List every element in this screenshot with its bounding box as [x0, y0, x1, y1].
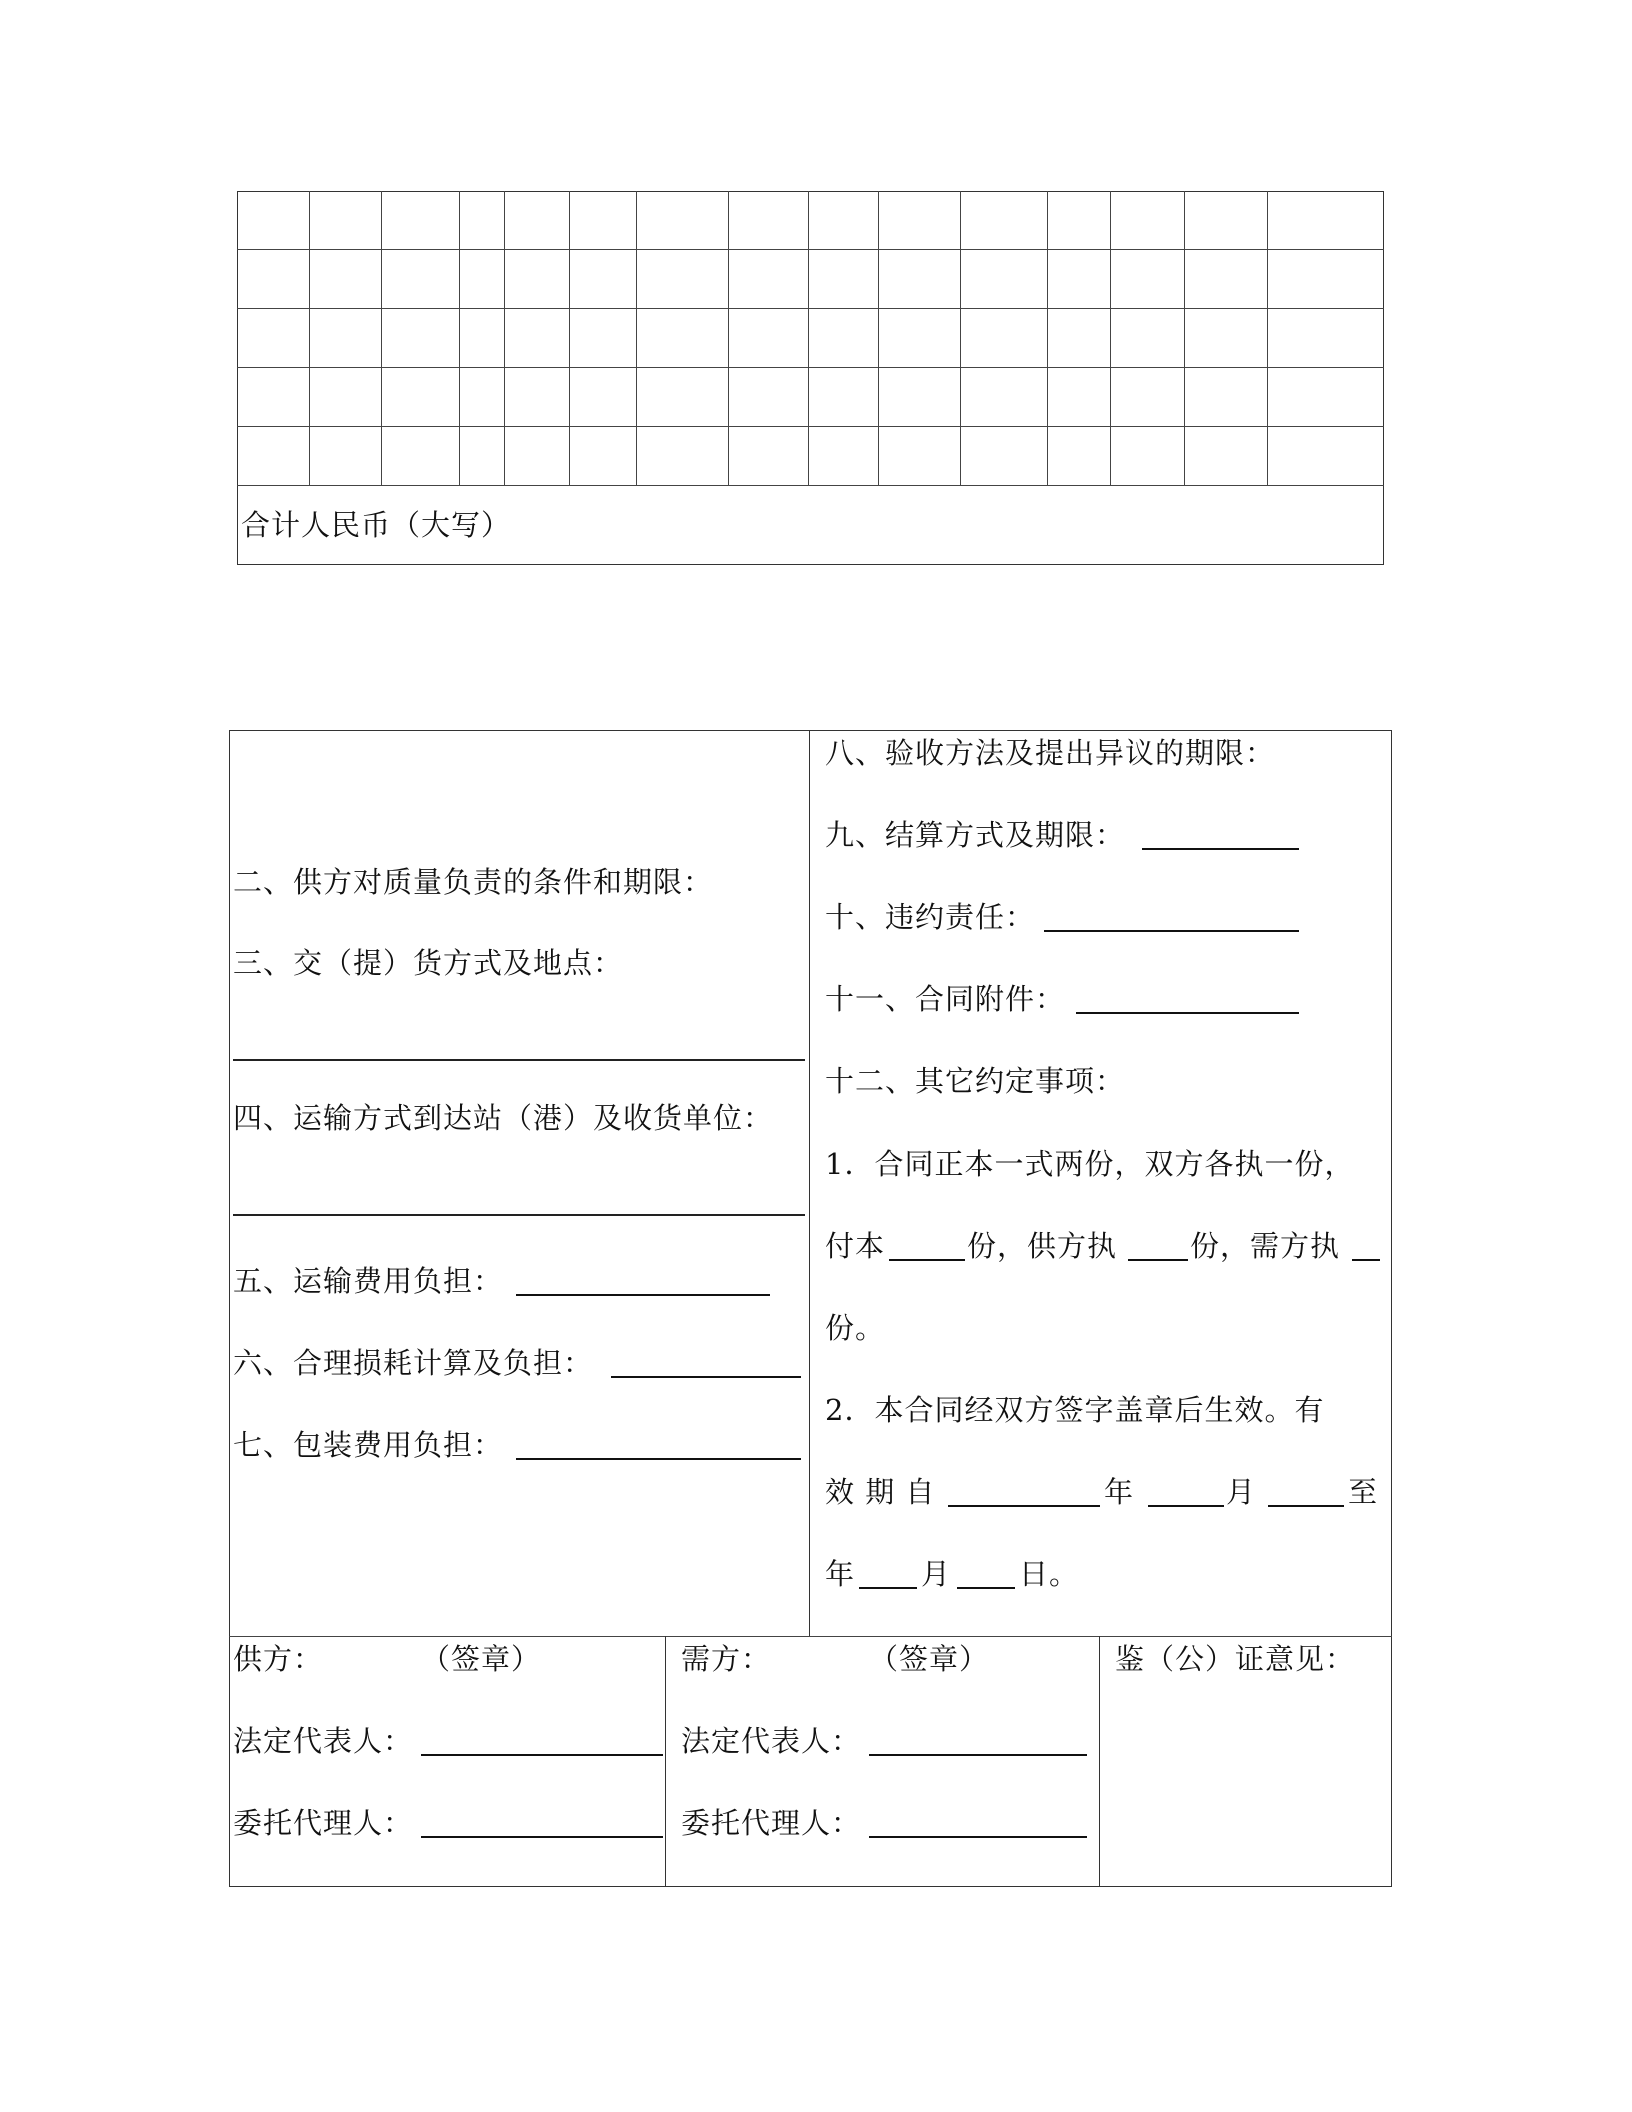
buyer-seal-label: （签章）	[869, 1642, 990, 1676]
table-col-line	[728, 191, 729, 485]
supplier-legal-rep-label: 法定代表人：	[233, 1724, 414, 1758]
fill-line-copies	[889, 1259, 965, 1261]
fill-line-item-5	[516, 1294, 770, 1296]
signature-separator	[229, 1636, 1392, 1637]
term-item-7: 七、包装费用负担：	[233, 1428, 504, 1462]
terms-border	[229, 730, 1392, 1887]
term-item-8: 八、验收方法及提出异议的期限：	[825, 736, 1276, 770]
clause-2-valid-from-label: 效 期 自	[825, 1475, 936, 1509]
table-col-line	[1267, 191, 1268, 485]
fill-line-item-6	[611, 1376, 801, 1378]
clause-1-line-3: 份。	[825, 1311, 886, 1345]
fill-line-start-month	[1148, 1505, 1224, 1507]
fill-line-item-4	[233, 1214, 805, 1216]
fill-line-item-3	[233, 1059, 805, 1061]
table-col-line	[1047, 191, 1048, 485]
fill-line-item-10	[1044, 930, 1299, 932]
table-col-line	[636, 191, 637, 485]
table-col-line	[381, 191, 382, 485]
clause-1-line-1: 1．合同正本一式两份，双方各执一份，	[825, 1147, 1355, 1181]
clause-2-end-day-label: 日。	[1019, 1557, 1080, 1591]
term-item-3: 三、交（提）货方式及地点：	[233, 946, 624, 980]
clause-2-month-label: 月	[1226, 1475, 1257, 1509]
table-col-line	[960, 191, 961, 485]
term-item-10: 十、违约责任：	[825, 900, 1036, 934]
signature-divider-2	[1099, 1636, 1100, 1887]
clause-1-supplier-copies-label: 份，供方执	[967, 1229, 1118, 1263]
table-row-line	[237, 426, 1384, 427]
table-col-line	[569, 191, 570, 485]
table-col-line	[504, 191, 505, 485]
supplier-seal-label: （签章）	[421, 1642, 542, 1676]
term-item-11: 十一、合同附件：	[825, 982, 1066, 1016]
supplier-agent-label: 委托代理人：	[233, 1806, 414, 1840]
table-row-line	[237, 249, 1384, 250]
fill-line-start-year	[948, 1505, 1100, 1507]
fill-line-supplier-copies	[1128, 1259, 1188, 1261]
fill-line-buyer-copies	[1352, 1259, 1380, 1261]
terms-divider	[809, 730, 810, 1636]
fill-line-supplier-legal-rep	[421, 1754, 663, 1756]
fill-line-start-day	[1268, 1505, 1344, 1507]
clause-2-to-label: 至	[1348, 1475, 1379, 1509]
fill-line-item-7	[516, 1458, 801, 1460]
total-rmb-label: 合计人民币（大写）	[241, 508, 512, 542]
term-item-9: 九、结算方式及期限：	[825, 818, 1126, 852]
fill-line-end-day	[957, 1587, 1015, 1589]
buyer-agent-label: 委托代理人：	[681, 1806, 862, 1840]
table-col-line	[1184, 191, 1185, 485]
fill-line-supplier-agent	[421, 1836, 663, 1838]
buyer-label: 需方：	[681, 1642, 772, 1676]
notary-opinion-label: 鉴（公）证意见：	[1115, 1642, 1356, 1676]
fill-line-item-9	[1142, 848, 1299, 850]
term-item-2: 二、供方对质量负责的条件和期限：	[233, 865, 714, 899]
term-item-4: 四、运输方式到达站（港）及收货单位：	[233, 1101, 774, 1135]
clause-2-end-year-label: 年	[825, 1557, 856, 1591]
clause-2-line-1: 2．本合同经双方签字盖章后生效。有	[825, 1393, 1325, 1427]
term-item-12: 十二、其它约定事项：	[825, 1064, 1126, 1098]
clause-2-end-month-label: 月	[921, 1557, 952, 1591]
table-col-line	[808, 191, 809, 485]
supplier-label: 供方：	[233, 1642, 324, 1676]
fill-line-buyer-agent	[869, 1836, 1087, 1838]
clause-2-year-label: 年	[1104, 1475, 1135, 1509]
table-col-line	[1110, 191, 1111, 485]
clause-1-copies-label: 付本	[825, 1229, 886, 1263]
fill-line-item-11	[1076, 1012, 1299, 1014]
term-item-5: 五、运输费用负担：	[233, 1264, 504, 1298]
table-row-line	[237, 367, 1384, 368]
buyer-legal-rep-label: 法定代表人：	[681, 1724, 862, 1758]
table-col-line	[459, 191, 460, 485]
fill-line-end-month	[859, 1587, 917, 1589]
table-row-line	[237, 308, 1384, 309]
signature-divider-1	[665, 1636, 666, 1887]
table-row-line	[237, 485, 1384, 486]
fill-line-buyer-legal-rep	[869, 1754, 1087, 1756]
clause-1-buyer-copies-label: 份，需方执	[1190, 1229, 1341, 1263]
table-col-line	[309, 191, 310, 485]
table-col-line	[878, 191, 879, 485]
term-item-6: 六、合理损耗计算及负担：	[233, 1346, 594, 1380]
